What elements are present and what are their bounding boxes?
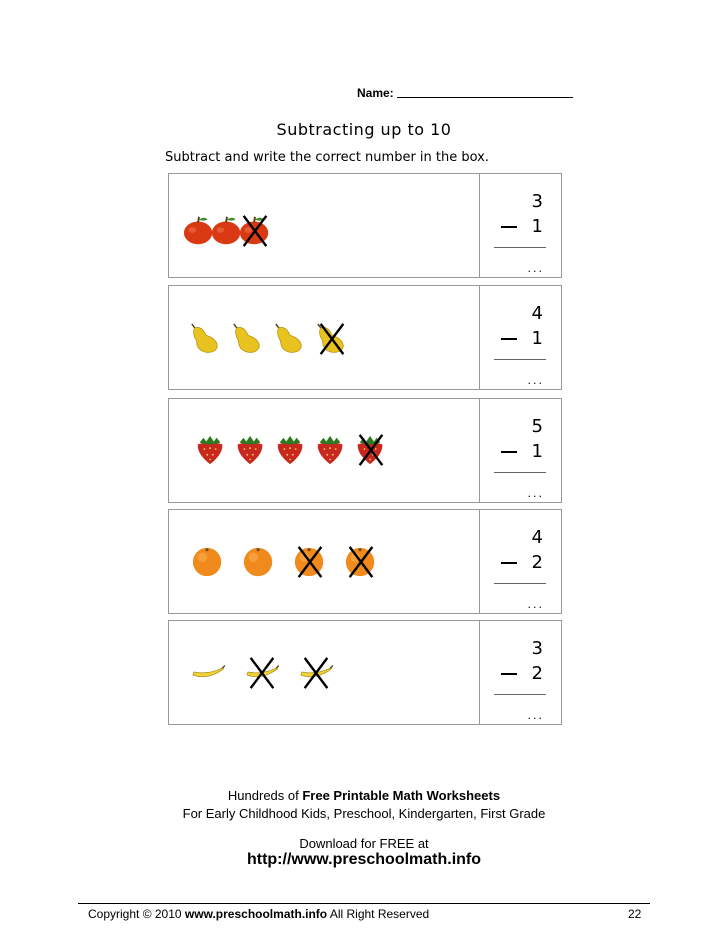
answer-blank[interactable]: ... <box>527 487 544 500</box>
orange-icon <box>344 545 378 579</box>
answer-column-divider <box>479 399 480 502</box>
answer-blank[interactable]: ... <box>527 709 544 722</box>
strawberry-icon <box>194 433 228 467</box>
page-number: 22 <box>628 907 642 921</box>
problem-box <box>168 173 562 278</box>
answer-blank[interactable]: ... <box>527 262 544 275</box>
footer-line-2: For Early Childhood Kids, Preschool, Kindergarten, First Grade <box>182 806 546 821</box>
fruit-group <box>169 399 479 502</box>
answer-blank[interactable]: ... <box>527 598 544 611</box>
apple-icon <box>238 214 272 248</box>
fruit-group <box>169 286 479 389</box>
footer-download-text: Download for FREE at <box>299 836 429 851</box>
minus-sign <box>501 673 517 675</box>
pear-icon <box>189 322 223 356</box>
orange-icon <box>242 545 276 579</box>
fruit-group <box>169 174 479 277</box>
pear-icon <box>231 322 265 356</box>
sum-line <box>494 472 546 473</box>
sum-line <box>494 247 546 248</box>
banana-icon <box>245 656 279 690</box>
name-label: Name: <box>357 86 394 100</box>
subtrahend: 1 <box>531 216 543 237</box>
subtrahend: 1 <box>531 441 543 462</box>
answer-column-divider <box>479 510 480 613</box>
answer-column-divider <box>479 286 480 389</box>
minuend: 3 <box>531 191 543 212</box>
orange-icon <box>191 545 225 579</box>
minuend: 4 <box>531 527 543 548</box>
minuend: 3 <box>531 638 543 659</box>
problem-box <box>168 620 562 725</box>
name-field <box>357 86 573 100</box>
answer-column-divider <box>479 174 480 277</box>
problem-box <box>168 398 562 503</box>
instructions: Subtract and write the correct number in the box. <box>165 150 490 165</box>
footer-url-link[interactable]: http://www.preschoolmath.info <box>246 851 482 868</box>
banana-icon <box>299 656 333 690</box>
copyright-suffix: All Right Reserved <box>327 907 430 921</box>
name-line <box>397 97 573 98</box>
strawberry-icon <box>314 433 348 467</box>
fruit-group <box>169 621 479 724</box>
subtrahend: 2 <box>531 552 543 573</box>
copyright-site-link[interactable]: www.preschoolmath.info <box>184 907 328 921</box>
banana-icon <box>191 656 225 690</box>
footer-line-1 <box>0 788 728 803</box>
copyright <box>88 907 429 921</box>
pear-icon <box>315 322 349 356</box>
footer-line-1-prefix: Hundreds of <box>227 788 303 803</box>
copyright-prefix: Copyright © 2010 <box>88 907 185 921</box>
sum-line <box>494 359 546 360</box>
page-title: Subtracting up to 10 <box>276 120 452 139</box>
minuend: 4 <box>531 303 543 324</box>
footer-divider <box>78 903 650 904</box>
sum-line <box>494 694 546 695</box>
problem-box <box>168 509 562 614</box>
strawberry-icon <box>234 433 268 467</box>
fruit-group <box>169 510 479 613</box>
minuend: 5 <box>531 416 543 437</box>
minus-sign <box>501 451 517 453</box>
orange-icon <box>293 545 327 579</box>
minus-sign <box>501 226 517 228</box>
answer-column-divider <box>479 621 480 724</box>
minus-sign <box>501 338 517 340</box>
pear-icon <box>273 322 307 356</box>
problem-box <box>168 285 562 390</box>
strawberry-icon <box>274 433 308 467</box>
sum-line <box>494 583 546 584</box>
subtrahend: 2 <box>531 663 543 684</box>
subtrahend: 1 <box>531 328 543 349</box>
answer-blank[interactable]: ... <box>527 374 544 387</box>
strawberry-icon <box>354 433 388 467</box>
minus-sign <box>501 562 517 564</box>
footer-line-1-bold: Free Printable Math Worksheets <box>302 788 501 803</box>
